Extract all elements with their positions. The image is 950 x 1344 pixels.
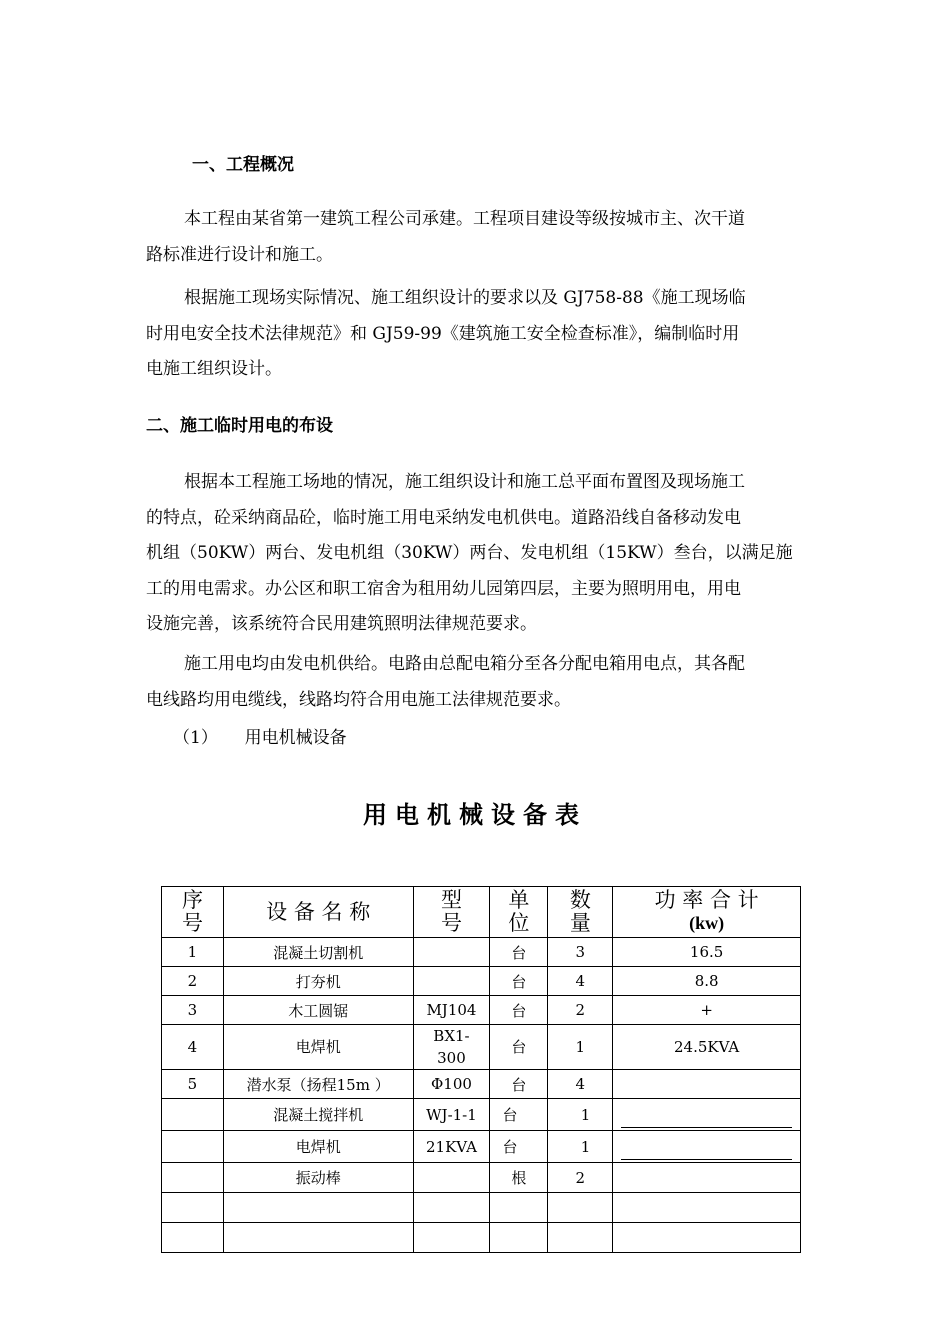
cell-model: 21KVA	[413, 1131, 490, 1163]
cell-power: +	[613, 996, 801, 1025]
cell-unit: 台	[490, 996, 548, 1025]
cell-no	[162, 1163, 224, 1193]
cell-power	[613, 1070, 801, 1099]
cell-no: 1	[162, 938, 224, 967]
cell-model	[413, 1025, 490, 1070]
cell-model	[413, 938, 490, 967]
cell-power	[613, 1131, 801, 1163]
cell-name: 潜水泵（扬程15m ）	[223, 1070, 413, 1099]
subsection-title: 用电机械设备	[244, 728, 347, 748]
header-text: 号	[181, 911, 203, 935]
cell-power: 8.8	[613, 967, 801, 996]
cell-power	[613, 1223, 801, 1253]
cell-model	[413, 967, 490, 996]
cell-qty: 1	[548, 1131, 613, 1163]
cell-qty: 3	[548, 938, 613, 967]
header-text: 单	[508, 888, 530, 912]
cell-unit	[490, 1223, 548, 1253]
cell-unit: 台	[490, 1099, 548, 1131]
cell-name: 打夯机	[223, 967, 413, 996]
equipment-table	[161, 886, 801, 1253]
text-line: 的特点，砼采纳商品砼，临时施工用电采纳发电机供电。道路沿线自备移动发电	[146, 507, 741, 528]
section2-paragraph2	[146, 647, 826, 718]
table-row	[162, 967, 801, 996]
cell-model-line: 300	[437, 1049, 466, 1067]
cell-name: 电焊机	[223, 1025, 413, 1070]
cell-model: MJ104	[413, 996, 490, 1025]
header-text: 号	[440, 911, 462, 935]
table-row	[162, 1163, 801, 1193]
header-no	[162, 887, 224, 938]
cell-name	[223, 1193, 413, 1223]
cell-qty: 2	[548, 1163, 613, 1193]
section1-heading: 一、工程概况	[192, 155, 294, 175]
section1-paragraph2	[146, 281, 826, 388]
text-line: 设施完善，该系统符合民用建筑照明法律规范要求。	[146, 614, 537, 634]
table-row	[162, 1131, 801, 1163]
section2-heading: 二、施工临时用电的布设	[146, 416, 333, 436]
cell-no	[162, 1223, 224, 1253]
header-text: 功 率 合 计	[654, 888, 759, 912]
cell-qty: 4	[548, 1070, 613, 1099]
subsection-number: （1）	[173, 728, 218, 748]
cell-name: 电焊机	[223, 1131, 413, 1163]
cell-no: 5	[162, 1070, 224, 1099]
cell-model: Φ100	[413, 1070, 490, 1099]
table-title: 用电机械设备表	[363, 801, 587, 829]
table-header-row	[162, 887, 801, 938]
text-line: 工的用电需求。办公区和职工宿舍为租用幼儿园第四层，主要为照明用电，用电	[146, 578, 741, 599]
header-unit-text: (kw)	[689, 913, 725, 933]
cell-unit: 台	[490, 1131, 548, 1163]
header-text: 序	[181, 888, 203, 912]
text-line: 施工用电均由发电机供给。电路由总配电箱分至各分配电箱用电点，其各配	[184, 654, 745, 674]
header-text: 数	[569, 888, 591, 912]
blank-underline	[621, 1113, 792, 1128]
text-line: 根据本工程施工场地的情况，施工组织设计和施工总平面布置图及现场施工	[184, 472, 745, 492]
text-line: 本工程由某省第一建筑工程公司承建。工程项目建设等级按城市主、次干道	[184, 209, 745, 229]
header-power	[613, 887, 801, 938]
cell-unit: 台	[490, 938, 548, 967]
text-line: 机组（50KW）两台、发电机组（30KW）两台、发电机组（15KW）叁台，以满足施	[146, 543, 793, 563]
cell-unit: 台	[490, 1070, 548, 1099]
text-line: 时用电安全技术法律规范》和 GJ59-99《建筑施工安全检查标准》，编制临时用	[146, 323, 740, 344]
cell-unit: 根	[490, 1163, 548, 1193]
cell-model: WJ-1-1	[413, 1099, 490, 1131]
cell-no	[162, 1099, 224, 1131]
cell-no	[162, 1193, 224, 1223]
header-text: 位	[508, 911, 530, 935]
cell-qty: 4	[548, 967, 613, 996]
cell-unit: 台	[490, 1025, 548, 1070]
cell-name: 混凝土搅拌机	[223, 1099, 413, 1131]
cell-unit: 台	[490, 967, 548, 996]
text-line: 路标准进行设计和施工。	[146, 244, 333, 265]
header-text: 量	[569, 911, 591, 935]
cell-power	[613, 1099, 801, 1131]
cell-name: 混凝土切割机	[223, 938, 413, 967]
table-row	[162, 938, 801, 967]
cell-no: 4	[162, 1025, 224, 1070]
text-line: 根据施工现场实际情况、施工组织设计的要求以及 GJ758-88《施工现场临	[184, 288, 746, 308]
header-model	[413, 887, 490, 938]
table-row	[162, 996, 801, 1025]
cell-model-line: BX1-	[433, 1027, 470, 1045]
cell-qty: 1	[548, 1099, 613, 1131]
cell-no: 3	[162, 996, 224, 1025]
header-unit	[490, 887, 548, 938]
cell-power: 24.5KVA	[613, 1025, 801, 1070]
cell-qty: 1	[548, 1025, 613, 1070]
section1-paragraph1	[146, 202, 826, 273]
cell-name: 振动棒	[223, 1163, 413, 1193]
section2-paragraph1	[146, 465, 826, 643]
blank-underline	[621, 1145, 792, 1160]
table-row	[162, 1223, 801, 1253]
header-text: 型	[440, 888, 462, 912]
cell-qty	[548, 1223, 613, 1253]
cell-no	[162, 1131, 224, 1163]
cell-qty: 2	[548, 996, 613, 1025]
table-row	[162, 1070, 801, 1099]
cell-model	[413, 1163, 490, 1193]
subsection-label	[173, 723, 347, 748]
table-row	[162, 1099, 801, 1131]
cell-model	[413, 1223, 490, 1253]
cell-qty	[548, 1193, 613, 1223]
cell-name: 木工圆锯	[223, 996, 413, 1025]
cell-model	[413, 1193, 490, 1223]
cell-no: 2	[162, 967, 224, 996]
table-row	[162, 1193, 801, 1223]
text-line: 电线路均用电缆线，线路均符合用电施工法律规范要求。	[146, 689, 571, 710]
text-line: 电施工组织设计。	[146, 359, 282, 379]
cell-name	[223, 1223, 413, 1253]
cell-power: 16.5	[613, 938, 801, 967]
header-name: 设 备 名 称	[223, 887, 413, 938]
cell-unit	[490, 1193, 548, 1223]
cell-power	[613, 1163, 801, 1193]
cell-power	[613, 1193, 801, 1223]
header-qty	[548, 887, 613, 938]
table-row	[162, 1025, 801, 1070]
